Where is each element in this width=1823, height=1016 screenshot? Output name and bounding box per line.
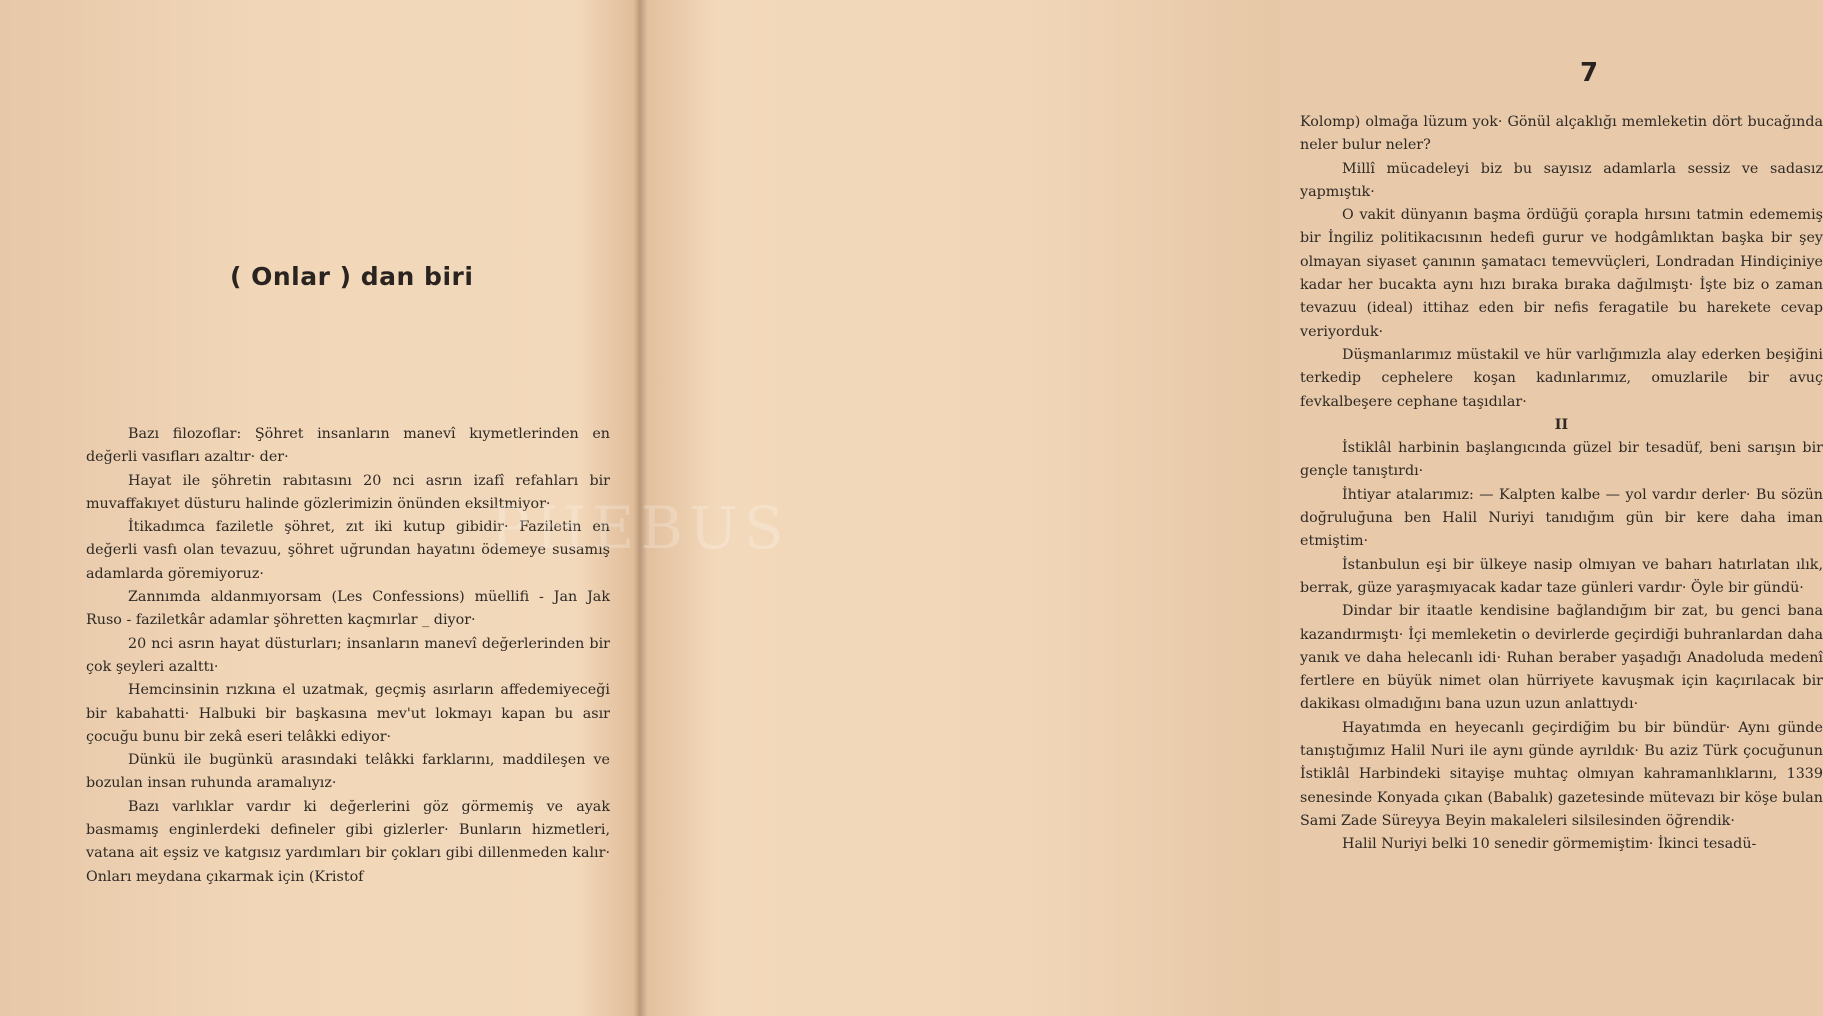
right-page-text [1300, 111, 1823, 857]
paragraph: Bazı filozoflar: Şöhret insanların manevî kıymetlerinden en değerli vasıfları azaltır· der· [86, 426, 610, 466]
chapter-title: ( Onlar ) dan biri [230, 262, 474, 291]
paragraph: 20 nci asrın hayat düsturları; insanların manevî değerlerinden bir çok şeyleri azalttı· [86, 635, 610, 675]
left-page-text [86, 423, 610, 889]
left-page [0, 0, 640, 1016]
section-number: II [1554, 416, 1569, 433]
watermark: PHEBUS [490, 494, 790, 562]
paragraph: Dünkü ile bugünkü arasındaki telâkki farklarını, maddileşen ve bozulan insan ruhunda aramalıyız· [86, 752, 610, 792]
paragraph: Kolomp) olmağa lüzum yok· Gönül alçaklığı memleketin dört bucağında neler bulur neler? [1300, 114, 1823, 154]
paragraph: Halil Nuriyi belki 10 senedir görmemiştim· İkinci tesadü- [1342, 836, 1757, 853]
paragraph: Hayat ile şöhretin rabıtasını 20 nci asrın izafî refahları bir muvaffakıyet düsturu halinde gözlerimizin önünden eksiltmiyor· [86, 472, 610, 512]
paragraph: O vakit dünyanın başma ördüğü çorapla hırsını tatmin edememiş bir İngiliz politikacısının hedefi gurur ve hodgâmlıktan başka bir şey olmayan siyaset çanının şamatacı temevvüçleri, Londradan Hindiçiniye kadar her bucakta aynı hızı bıraka bıraka dağılmıştı· İşte biz o zaman tevazuu (ideal) ittihaz eden bir nefis feragatile bu harekete cevap veriyorduk· [1300, 207, 1823, 340]
paragraph: Hemcinsinin rızkına el uzatmak, geçmiş asırların affedemiyeceği bir kabahatti· Halbuki bir başkasına mev'ut lokmayı kapan bu asır çocuğu bunu bir zekâ eseri telâkki ediyor· [86, 682, 610, 745]
paragraph: İhtiyar atalarımız: — Kalpten kalbe — yol vardır derler· Bu sözün doğruluğuna ben Halil Nuriyi tanıdığım gün bir kere daha iman etmiştim· [1300, 486, 1823, 550]
paragraph: Millî mücadeleyi biz bu sayısız adamlarla sessiz ve sadasız yapmıştık· [1300, 160, 1823, 200]
paragraph: Düşmanlarımız müstakil ve hür varlığımızla alay ederken beşiğini terkedip cephelere koşan kadınlarımız, omuzlarile bir avuç fevkalbeşere cephane taşıdılar· [1300, 346, 1823, 410]
paragraph: İstiklâl harbinin başlangıcında güzel bir tesadüf, beni sarışın bir gençle tanıştırdı· [1300, 440, 1823, 480]
right-page [640, 0, 1823, 1016]
page-number: 7 [1580, 58, 1599, 88]
paragraph: İtikadımca faziletle şöhret, zıt iki kutup gibidir· Faziletin en değerli vasfı olan tevazuu, şöhret uğrundan hayatını ödemeye susamış adamlarda göremiyoruz· [86, 519, 610, 582]
paragraph: Bazı varlıklar vardır ki değerlerini göz görmemiş ve ayak basmamış enginlerdeki defineler gibi gizlerler· Bunların hizmetleri, vatana ait eşsiz ve katgısız yardımları bir çokları gibi dillenmeden kalır· Onları meydana çıkarmak için (Kristof [86, 798, 610, 885]
paragraph: Zannımda aldanmıyorsam (Les Confessions) müellifi - Jan Jak Ruso - faziletkâr adamlar şöhretten kaçmırlar _ diyor· [86, 589, 610, 629]
paragraph: Dindar bir itaatle kendisine bağlandığım bir zat, bu genci bana kazandırmıştı· İçi memleketin o devirlerde geçirdiği buhranlardan daha yanık ve daha helecanlı idi· Ruhan beraber yaşadığı Anadoluda medenî fertlere en büyük nimet olan hürriyete kavuşmak için kaçırılacak bir dakikası olmadığını bana uzun uzun anlattıydı· [1300, 603, 1823, 713]
paragraph: Hayatımda en heyecanlı geçirdiğim bu bir bündür· Aynı günde tanıştığımız Halil Nuri ile aynı günde ayrıldık· Bu aziz Türk çocuğunun İstiklâl Harbindeki sitayişe muhtaç olmıyan kahramanlıklarını, 1339 senesinde Konyada çıkan (Babalık) gazetesinde mütevazı bir köşe bulan Sami Zade Süreyya Beyin makaleleri silsilesinden öğrendik· [1300, 719, 1823, 829]
paragraph: İstanbulun eşi bir ülkeye nasip olmıyan ve baharı hatırlatan ılık, berrak, güze yaraşmıyacak kadar taze günleri vardır· Öyle bir gündü· [1300, 556, 1823, 596]
